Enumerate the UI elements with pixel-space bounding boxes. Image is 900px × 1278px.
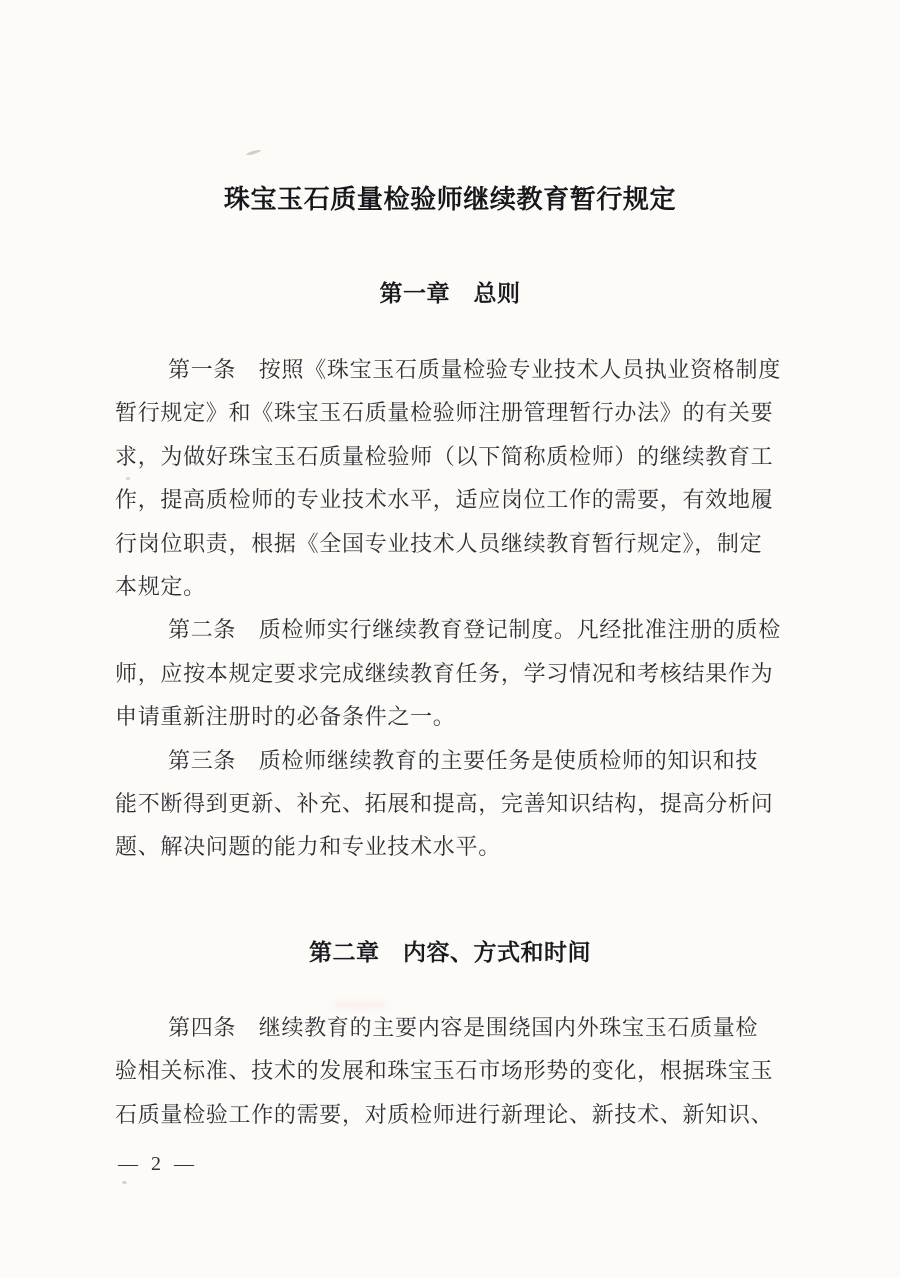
- body-line: 本规定。: [115, 574, 206, 600]
- scan-artifact: [330, 1000, 390, 1010]
- body-line: 第一条 按照《珠宝玉石质量检验专业技术人员执业资格制度: [168, 357, 781, 382]
- body-line: 石质量检验工作的需要，对质检师进行新理论、新技术、新知识、: [115, 1101, 774, 1127]
- body-line: 第三条 质检师继续教育的主要任务是使质检师的知识和技: [168, 747, 759, 773]
- article-3-paragraph: [115, 739, 787, 869]
- chapter-2-heading: 第二章 内容、方式和时间: [309, 939, 591, 965]
- article-4-paragraph: [115, 1006, 787, 1136]
- body-line: 求，为做好珠宝玉石质量检验师（以下简称质检师）的继续教育工: [115, 443, 774, 469]
- chapter-1-heading: 第一章 总则: [379, 280, 521, 306]
- page-number: — 2 —: [118, 1153, 196, 1175]
- document-title: 珠宝玉石质量检验师继续教育暂行规定: [223, 184, 677, 214]
- body-line: 第四条 继续教育的主要内容是围绕国内外珠宝玉石质量检: [168, 1015, 759, 1040]
- body-line: 师，应按本规定要求完成继续教育任务，学习情况和考核结果作为: [115, 660, 774, 686]
- scan-artifact: [122, 1181, 127, 1184]
- scan-artifact: [126, 477, 130, 480]
- body-line: 能不断得到更新、补充、拓展和提高，完善知识结构，提高分析问: [115, 791, 774, 817]
- article-1-paragraph: [115, 348, 787, 608]
- body-text-block-2: [115, 1006, 787, 1136]
- body-line: 题、解决问题的能力和专业技术水平。: [115, 834, 501, 860]
- body-line: 验相关标准、技术的发展和珠宝玉石市场形势的变化，根据珠宝玉: [115, 1058, 774, 1084]
- scan-artifact: [246, 149, 261, 156]
- body-line: 暂行规定》和《珠宝玉石质量检验师注册管理暂行办法》的有关要: [115, 400, 774, 426]
- body-line: 申请重新注册时的必备条件之一。: [115, 704, 456, 730]
- body-line: 行岗位职责，根据《全国专业技术人员继续教育暂行规定》，制定: [115, 530, 763, 556]
- body-line: 第二条 质检师实行继续教育登记制度。凡经批准注册的质检: [168, 617, 781, 643]
- body-text-block-1: [115, 348, 787, 869]
- body-line: 作，提高质检师的专业技术水平，适应岗位工作的需要，有效地履: [115, 487, 774, 513]
- article-2-paragraph: [115, 608, 787, 738]
